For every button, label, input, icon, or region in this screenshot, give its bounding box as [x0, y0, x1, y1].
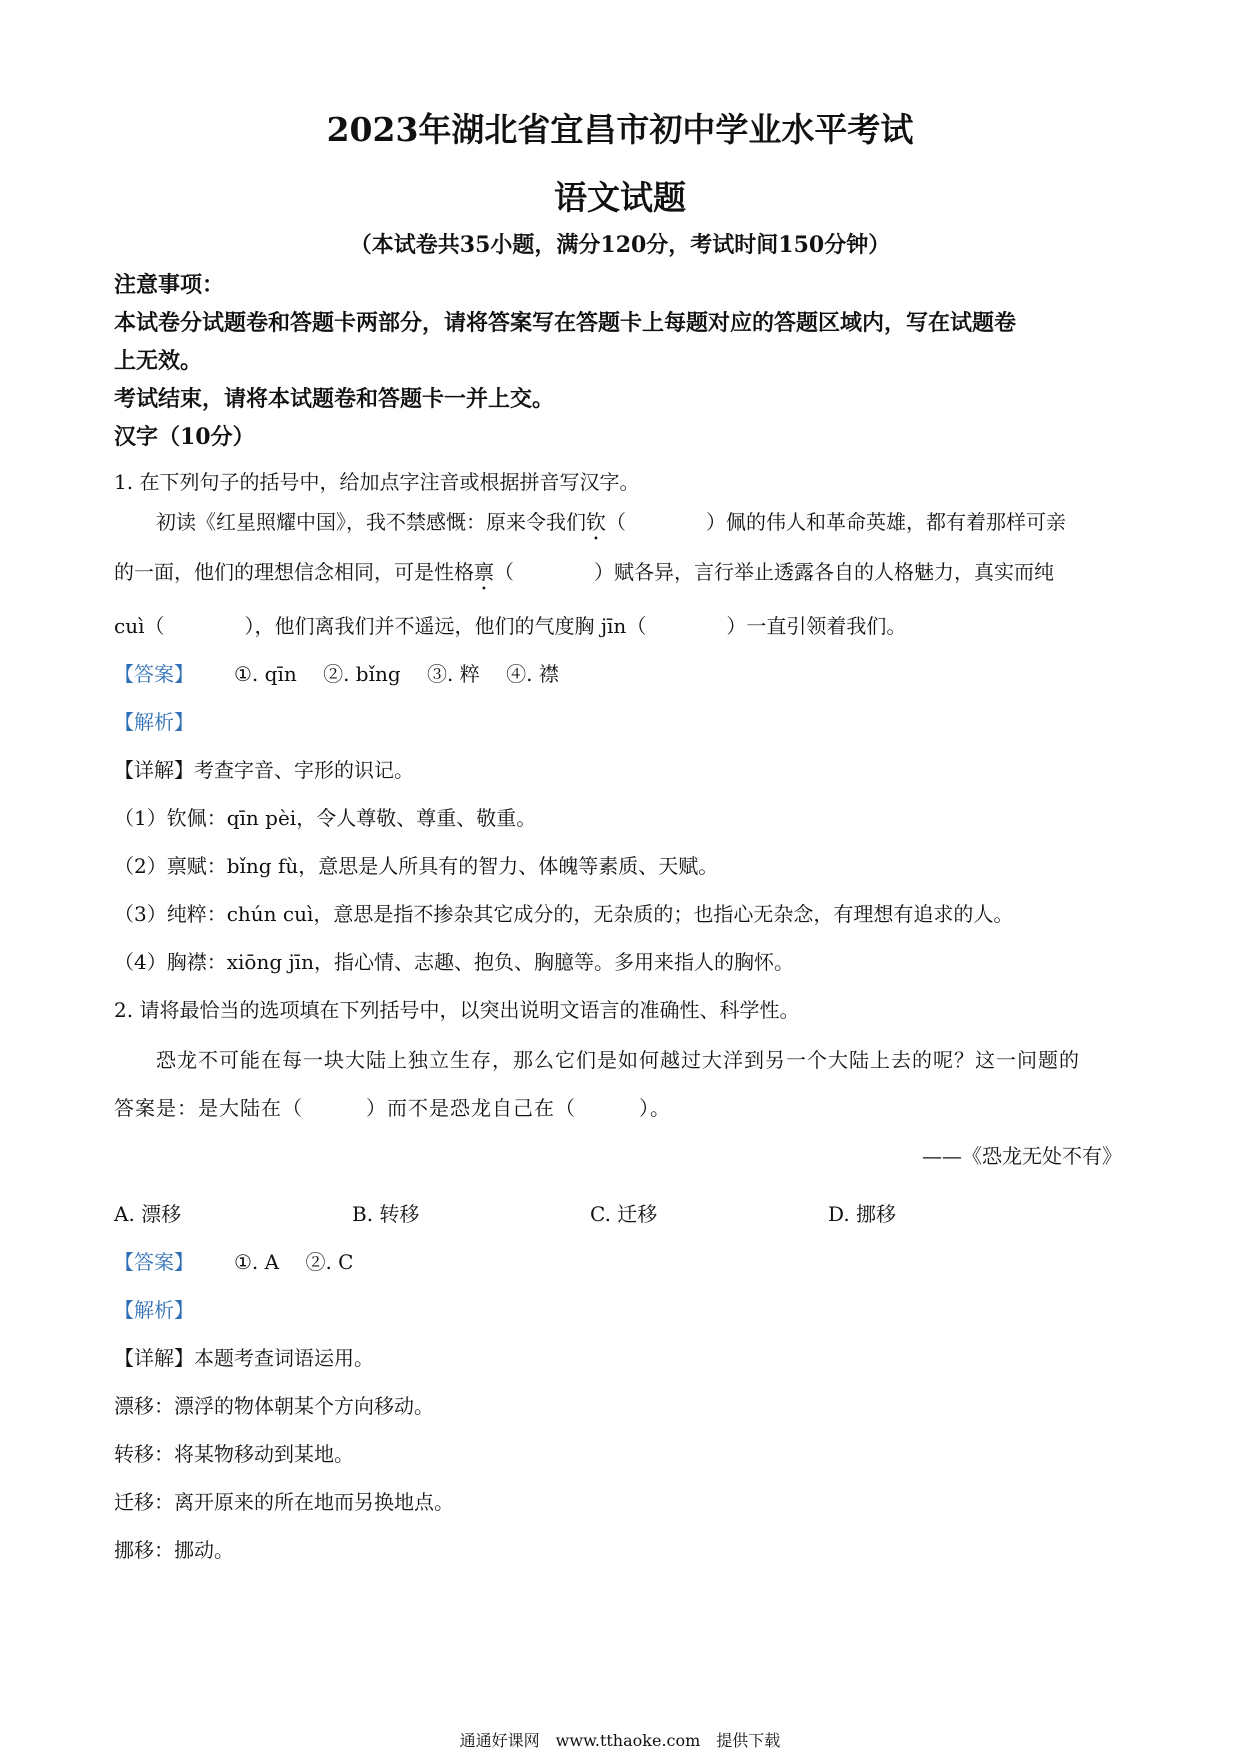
- exam-meta: （本试卷共35小题，满分120分，考试时间150分钟）: [349, 232, 891, 258]
- notice-heading: 注意事项：: [114, 272, 225, 298]
- q1-passage-text: （ ）赋各异，言行举止透露各自的人格魅力，真实而纯: [494, 560, 1054, 584]
- q2-source: ——《恐龙无处不有》: [922, 1144, 1122, 1168]
- detail-tag: 【详解】: [114, 758, 194, 782]
- q1-answer-row: [114, 658, 559, 687]
- answer-tag: 【答案】: [114, 662, 194, 686]
- analysis-tag: 【解析】: [114, 710, 194, 734]
- q1-detail-row: [114, 754, 414, 783]
- q2-explanation-item: 漂移：漂浮的物体朝某个方向移动。: [114, 1394, 434, 1418]
- page-title: 2023年湖北省宜昌市初中学业水平考试: [326, 110, 914, 149]
- dotted-char: 禀: [474, 560, 494, 584]
- q2-explanation-item: 挪移：挪动。: [114, 1538, 234, 1562]
- section-heading: 汉字（10分）: [114, 424, 255, 450]
- q2-answers: ①. A ②. C: [234, 1250, 354, 1274]
- option-a: A. 漂移: [114, 1202, 182, 1226]
- q1-passage-line-3: cuì（ ），他们离我们并不遥远，他们的气度胸 jīn（ ）一直引领着我们。: [114, 614, 907, 638]
- q1-explanation-item: （4）胸襟：xiōng jīn，指心情、志趣、抱负、胸臆等。多用来指人的胸怀。: [114, 950, 794, 974]
- footer-text: 通通好课网 www.tthaoke.com 提供下载: [459, 1731, 781, 1750]
- answer-tag: 【答案】: [114, 1250, 194, 1274]
- notice-line-1b: 上无效。: [114, 348, 203, 374]
- q1-explanation-item: （1）钦佩：qīn pèi，令人尊敬、尊重、敬重。: [114, 806, 537, 830]
- q1-passage-text: 初读《红星照耀中国》，我不禁感慨：原来令我们: [156, 510, 586, 534]
- q1-explanation-item: （3）纯粹：chún cuì，意思是指不掺杂其它成分的，无杂质的；也指心无杂念，有理想有追求的人。: [114, 902, 1014, 926]
- dotted-char: 钦: [586, 510, 606, 534]
- option-b: B. 转移: [352, 1202, 420, 1226]
- notice-line-1: 本试卷分试题卷和答题卡两部分，请将答案写在答题卡上每题对应的答题区域内，写在试题卷: [114, 310, 1017, 336]
- q2-detail-row: [114, 1342, 374, 1371]
- q1-stem: 1. 在下列句子的括号中，给加点字注音或根据拼音写汉字。: [114, 470, 640, 494]
- q1-passage-line-1: [156, 506, 1066, 545]
- detail-tag: 【详解】: [114, 1346, 194, 1370]
- q2-answer-row: [114, 1246, 353, 1275]
- q1-passage-line-2: [114, 556, 1054, 595]
- q2-explanation-item: 转移：将某物移动到某地。: [114, 1442, 354, 1466]
- q1-detail: 考查字音、字形的识记。: [194, 758, 414, 782]
- analysis-tag: 【解析】: [114, 1298, 194, 1322]
- q1-passage-text: （ ）佩的伟人和革命英雄，都有着那样可亲: [606, 510, 1066, 534]
- option-d: D. 挪移: [828, 1202, 897, 1226]
- q2-explanation-item: 迁移：离开原来的所在地而另换地点。: [114, 1490, 454, 1514]
- q2-passage-line-1: 恐龙不可能在每一块大陆上独立生存，那么它们是如何越过大洋到另一个大陆上去的呢？这一问题的: [156, 1048, 1080, 1072]
- q2-passage-line-2: 答案是：是大陆在（ ）而不是恐龙自己在（ ）。: [114, 1096, 671, 1120]
- q2-stem: 2. 请将最恰当的选项填在下列括号中，以突出说明文语言的准确性、科学性。: [114, 998, 800, 1022]
- q1-passage-text: 的一面，他们的理想信念相同，可是性格: [114, 560, 474, 584]
- q2-detail: 本题考查词语运用。: [194, 1346, 374, 1370]
- q1-answers: ①. qīn ②. bǐng ③. 粹 ④. 襟: [234, 662, 559, 686]
- page-subtitle: 语文试题: [554, 178, 686, 217]
- notice-line-2: 考试结束，请将本试题卷和答题卡一并上交。: [114, 386, 555, 412]
- q1-explanation-item: （2）禀赋：bǐng fù，意思是人所具有的智力、体魄等素质、天赋。: [114, 854, 719, 878]
- option-c: C. 迁移: [590, 1202, 658, 1226]
